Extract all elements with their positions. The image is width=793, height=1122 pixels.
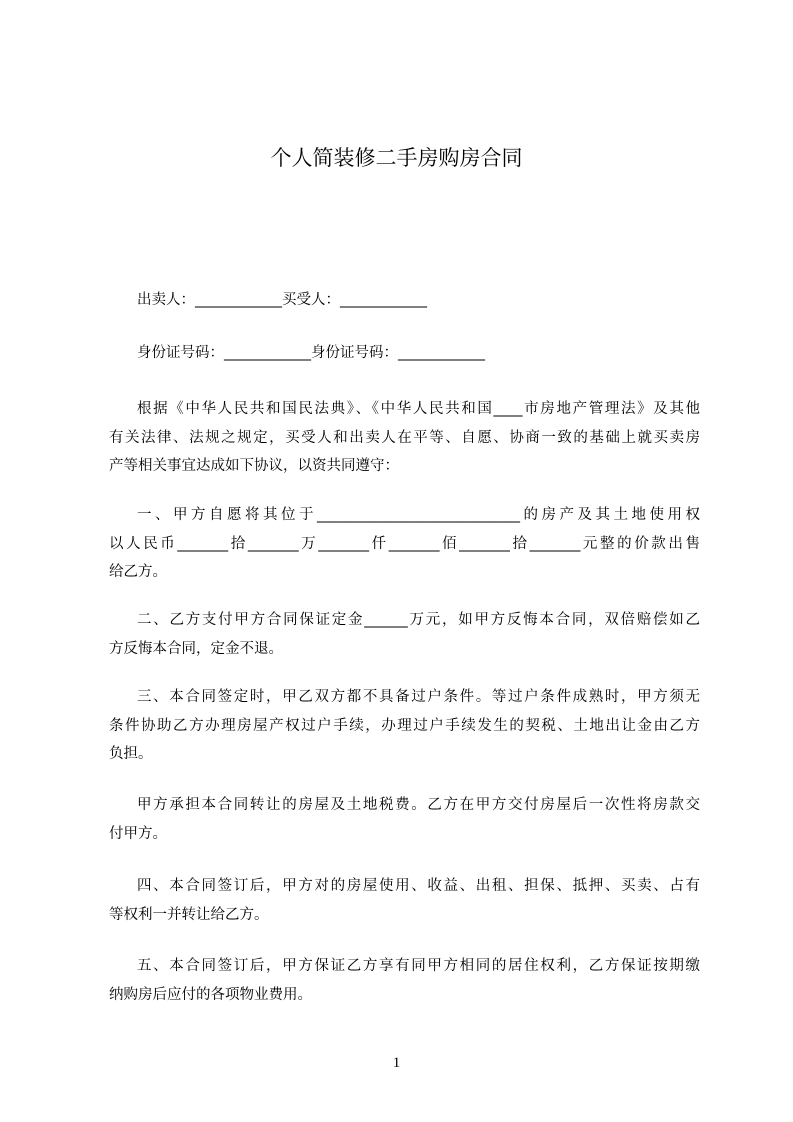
text-line: 甲方承担本合同转让的房屋及土地税费。乙方在甲方交付房屋后一次性将房款交 (137, 797, 700, 813)
text-line: 根据《中华人民共和国民法典》、《中华人民共和国____市房地产管理法》及其他 (137, 401, 700, 417)
text-line: 三、本合同签定时，甲乙双方都不具备过户条件。等过户条件成熟时，甲方须无 (137, 689, 700, 705)
text-line: 身份证号码：____________身份证号码：____________ (137, 345, 485, 361)
text-line: 给乙方。 (109, 564, 167, 581)
text-line: 以人民币_______拾_______万_______仟_______佰_______拾_______元整的价款出售 (109, 535, 700, 552)
paragraph (109, 952, 700, 1009)
text-line: 条件协助乙方办理房屋产权过户手续，办理过户手续发生的契税、土地出让金由乙方 (109, 717, 700, 734)
text-line: 等权利一并转让给乙方。 (109, 906, 269, 923)
paragraph (109, 683, 700, 769)
text-line: 五、本合同签订后，甲方保证乙方享有同甲方相同的居住权利，乙方保证按期缴 (137, 958, 700, 974)
paragraph (109, 501, 700, 587)
text-line: 纳购房后应付的各项物业费用。 (109, 986, 312, 1003)
text-line: 一、甲方自愿将其位于____________________________的房产及其土地使用权 (137, 507, 700, 523)
text-line: 方反悔本合同，定金不退。 (109, 640, 283, 657)
text-line: 产等相关事宜达成如下协议，以资共同遵守： (109, 458, 399, 475)
text-line: 付甲方。 (109, 825, 167, 842)
paragraph (109, 606, 700, 663)
paragraph (109, 286, 700, 315)
paragraph (109, 872, 700, 929)
document-title: 个人简装修二手房购房合同 (270, 146, 523, 170)
paragraph (109, 395, 700, 481)
paragraph (109, 791, 700, 848)
paragraph (109, 339, 700, 368)
text-line: 四、本合同签订后，甲方对的房屋使用、收益、出租、担保、抵押、买卖、占有 (137, 878, 700, 894)
text-line: 有关法律、法规之规定，买受人和出卖人在平等、自愿、协商一致的基础上就买卖房 (109, 429, 700, 446)
page-number: 1 (392, 1055, 401, 1071)
text-line: 负担。 (109, 746, 153, 763)
text-line: 二、乙方支付甲方合同保证定金______万元，如甲方反悔本合同，双倍赔偿如乙 (137, 612, 700, 628)
text-line: 出卖人：____________买受人：____________ (137, 292, 427, 308)
